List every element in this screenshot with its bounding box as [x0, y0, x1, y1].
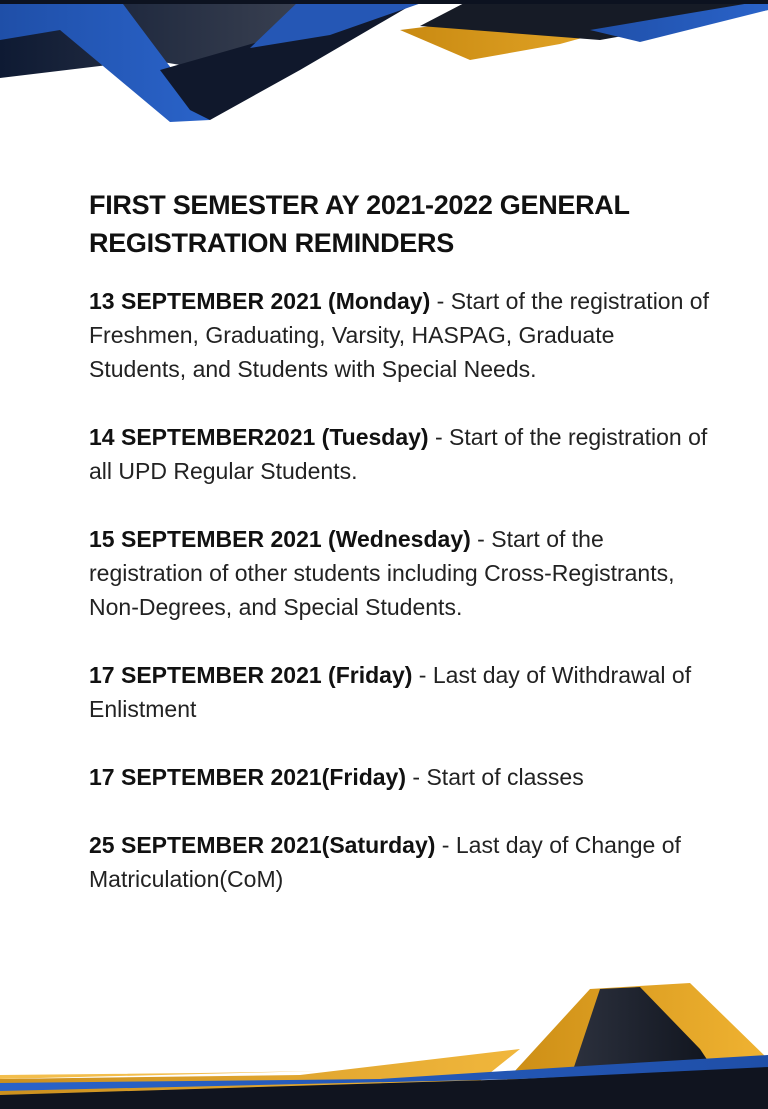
- bottom-decorative-banner: [0, 979, 768, 1109]
- entry-separator: -: [435, 832, 456, 858]
- entry-date: 14 SEPTEMBER2021 (Tuesday): [89, 424, 429, 450]
- entry-separator: -: [430, 288, 451, 314]
- entry-date: 17 SEPTEMBER 2021(Friday): [89, 764, 407, 790]
- reminder-entry: [89, 284, 709, 386]
- entry-text: Last day of Withdrawal of Enlistment: [89, 662, 692, 722]
- entry-separator: -: [406, 764, 427, 790]
- entry-date: 17 SEPTEMBER 2021 (Friday): [89, 662, 413, 688]
- top-decorative-banner: [0, 0, 768, 130]
- entry-text: Last day of Change of Matriculation(CoM): [89, 832, 681, 892]
- entry-separator: -: [470, 526, 492, 552]
- entry-date: 25 SEPTEMBER 2021(Saturday): [89, 832, 436, 858]
- reminder-entry: [89, 760, 709, 794]
- entry-text: Start of classes: [426, 764, 584, 790]
- reminder-entry: [89, 658, 709, 726]
- reminders-document: [89, 186, 709, 930]
- entry-text: Start of the registration of other students including Cross-Registrants, Non-Degrees, and Special Students.: [89, 526, 675, 620]
- reminder-entry: [89, 828, 709, 896]
- document-title: FIRST SEMESTER AY 2021-2022 GENERAL REGISTRATION REMINDERS: [89, 190, 630, 258]
- entry-date: 13 SEPTEMBER 2021 (Monday): [89, 288, 431, 314]
- entry-text: Start of the registration of Freshmen, Graduating, Varsity, HASPAG, Graduate Students, and Students with Special Needs.: [89, 288, 709, 382]
- entry-separator: -: [428, 424, 450, 450]
- entry-date: 15 SEPTEMBER 2021 (Wednesday): [89, 526, 471, 552]
- entry-text: Start of the registration of all UPD Regular Students.: [89, 424, 708, 484]
- reminder-entry: [89, 420, 709, 488]
- reminder-entry: [89, 522, 709, 624]
- entry-separator: -: [412, 662, 433, 688]
